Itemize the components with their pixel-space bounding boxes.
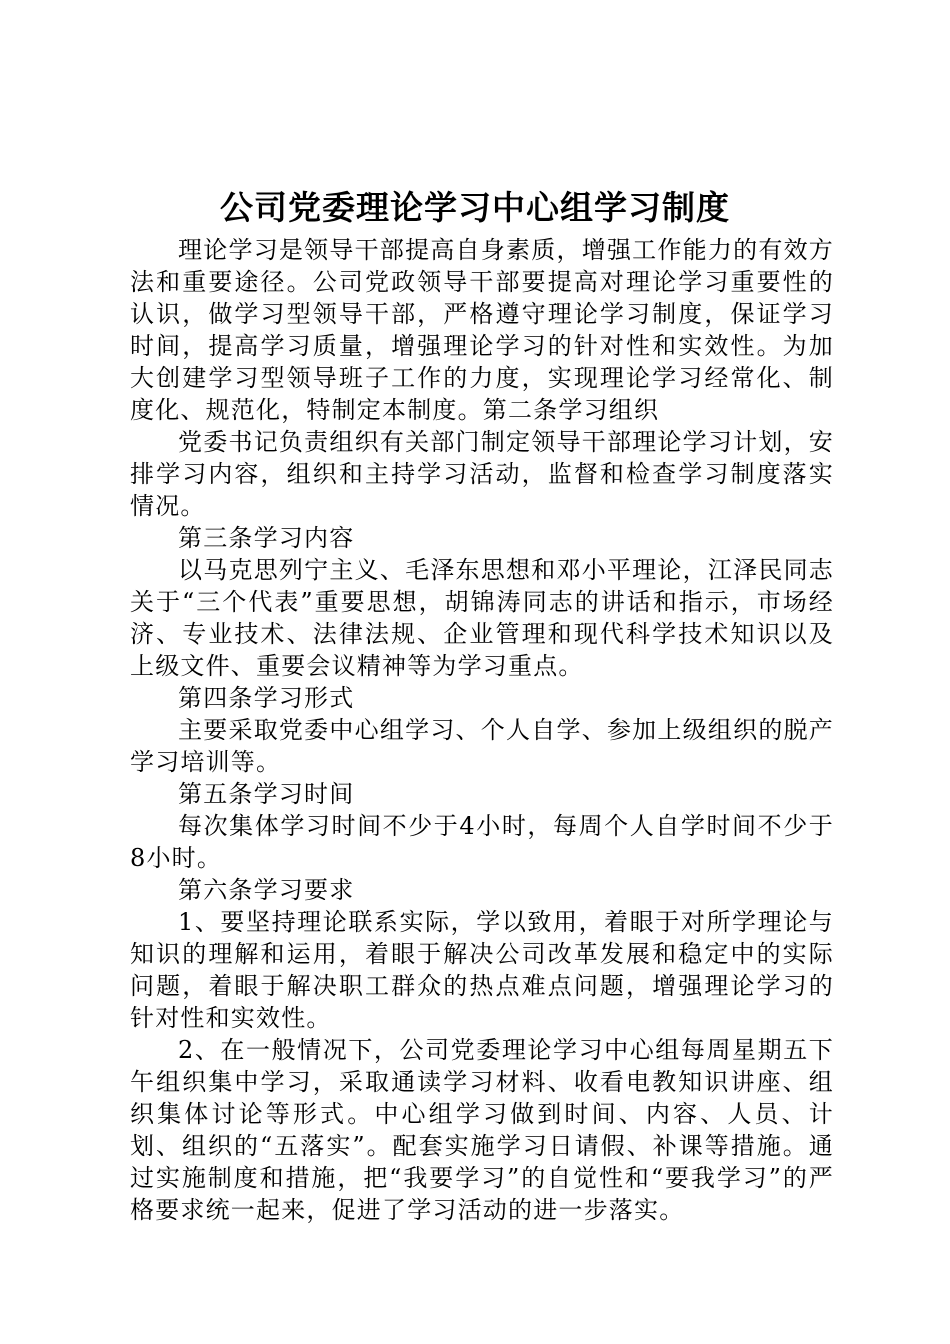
paragraph-requirement-1: 1、要坚持理论联系实际，学以致用，着眼于对所学理论与知识的理解和运用，着眼于解决公司改革发展和稳定中的实际问题，着眼于解决职工群众的热点难点问题，增强理论学习的针对性和实效性。 xyxy=(130,908,834,1032)
heading-article-6: 第六条学习要求 xyxy=(178,876,355,904)
paragraph-content: 以马克思列宁主义、毛泽东思想和邓小平理论，江泽民同志关于“三个代表”重要思想，胡锦涛同志的讲话和指示，市场经济、专业技术、法律法规、企业管理和现代科学技术知识以及上级文件、重要会议精神等为学习重点。 xyxy=(130,556,834,680)
heading-article-4: 第四条学习形式 xyxy=(178,684,355,712)
paragraph-organization: 党委书记负责组织有关部门制定领导干部理论学习计划，安排学习内容，组织和主持学习活动，监督和检查学习制度落实情况。 xyxy=(130,428,834,520)
heading-article-3: 第三条学习内容 xyxy=(178,524,355,552)
document-body xyxy=(130,234,834,1226)
paragraph-time: 每次集体学习时间不少于4小时，每周个人自学时间不少于8小时。 xyxy=(130,812,834,872)
document-title: 公司党委理论学习中心组学习制度 xyxy=(220,188,730,227)
paragraph-form: 主要采取党委中心组学习、个人自学、参加上级组织的脱产学习培训等。 xyxy=(130,716,834,776)
heading-article-5: 第五条学习时间 xyxy=(178,780,355,808)
paragraph-requirement-2: 2、在一般情况下，公司党委理论学习中心组每周星期五下午组织集中学习，采取通读学习材料、收看电教知识讲座、组织集体讨论等形式。中心组学习做到时间、内容、人员、计划、组织的“五落实”。配套实施学习日请假、补课等措施。通过实施制度和措施，把“我要学习”的自觉性和“要我学习”的严格要求统一起来，促进了学习活动的进一步落实。 xyxy=(130,1036,834,1224)
paragraph-intro: 理论学习是领导干部提高自身素质，增强工作能力的有效方法和重要途径。公司党政领导干部要提高对理论学习重要性的认识，做学习型领导干部，严格遵守理论学习制度，保证学习时间，提高学习质量，增强理论学习的针对性和实效性。为加大创建学习型领导班子工作的力度，实现理论学习经常化、制度化、规范化，特制定本制度。第二条学习组织 xyxy=(130,236,834,424)
